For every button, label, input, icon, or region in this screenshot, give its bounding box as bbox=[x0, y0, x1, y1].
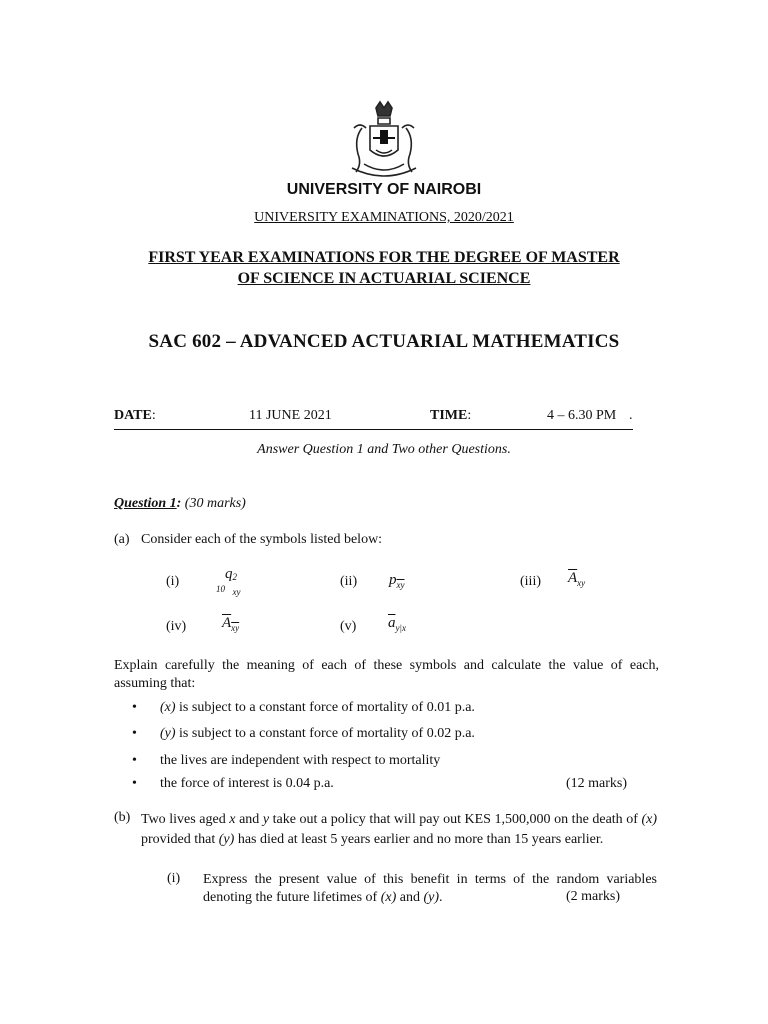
symbol-ii-label: (ii) bbox=[340, 574, 358, 589]
degree-title: FIRST YEAR EXAMINATIONS FOR THE DEGREE OF MASTER OF SCIENCE IN ACTUARIAL SCIENCE bbox=[148, 249, 620, 287]
time-label: TIME: bbox=[430, 408, 472, 423]
university-crest bbox=[340, 98, 428, 180]
symbol-iii-label: (iii) bbox=[520, 574, 541, 589]
examinations-year: UNIVERSITY EXAMINATIONS, 2020/2021 bbox=[254, 210, 514, 225]
symbol-i: $_{10}$q 2 xy bbox=[216, 566, 241, 597]
date-time-row: DATE: 11 JUNE 2021 TIME: 4 – 6.30 PM . bbox=[114, 408, 634, 428]
symbol-iv: $\overline{A}_{\overline{xy}}$ bbox=[222, 615, 240, 633]
symbol-v: $\overline{a}_{y|x}$ bbox=[388, 615, 406, 633]
bullet-item: • bbox=[132, 700, 137, 715]
part-a-intro: Consider each of the symbols listed below: bbox=[141, 532, 383, 547]
part-a-explanation: Explain carefully the meaning of each of these symbols and calculate the value of each, assuming that: bbox=[114, 658, 659, 691]
part-a-label: (a) bbox=[114, 532, 130, 547]
symbol-iii: $\overline{A}_{xy}$ bbox=[568, 570, 586, 588]
part-b-i-marks: (2 marks) bbox=[566, 889, 621, 904]
symbol-iv-label: (iv) bbox=[166, 619, 187, 634]
date-value: 11 JUNE 2021 bbox=[249, 408, 332, 423]
bullet-item: • bbox=[132, 753, 137, 768]
instructions: Answer Question 1 and Two other Questions. bbox=[257, 442, 511, 457]
part-b-text: Two lives aged x and y take out a policy that will pay out KES 1,500,000 on the death of (x) provided that (y) has died at least 5 years earlier and no more than 15 years earlier. bbox=[141, 812, 658, 847]
course-title: SAC 602 – ADVANCED ACTUARIAL MATHEMATICS bbox=[148, 331, 620, 352]
part-b-i-text: Express the present value of this benefit in terms of the random variables denoting the future lifetimes of (x) and (y). bbox=[203, 872, 657, 905]
bullet-item: • bbox=[132, 726, 137, 741]
university-name: UNIVERSITY OF NAIROBI bbox=[286, 181, 482, 198]
symbol-i-label: (i) bbox=[166, 574, 180, 589]
part-a-marks: (12 marks) bbox=[566, 776, 628, 791]
question-1-heading: Question 1: (30 marks) bbox=[114, 496, 246, 511]
symbol-ii: $p_{\overline{xy}}$ bbox=[389, 572, 405, 590]
part-b-label: (b) bbox=[114, 810, 131, 825]
date-label: DATE: bbox=[114, 408, 156, 423]
bullet-interest: the force of interest is 0.04 p.a. bbox=[160, 776, 334, 791]
bullet-x-text: (x) is subject to a constant force of mortality of 0.01 p.a. bbox=[160, 700, 475, 715]
bullet-independence: the lives are independent with respect to mortality bbox=[160, 753, 441, 768]
bullet-item: • bbox=[132, 776, 137, 791]
symbol-v-label: (v) bbox=[340, 619, 357, 634]
bullet-y-text: (y) is subject to a constant force of mortality of 0.02 p.a. bbox=[160, 726, 475, 741]
part-b-i-label: (i) bbox=[167, 871, 181, 886]
time-value: 4 – 6.30 PM bbox=[547, 408, 617, 423]
